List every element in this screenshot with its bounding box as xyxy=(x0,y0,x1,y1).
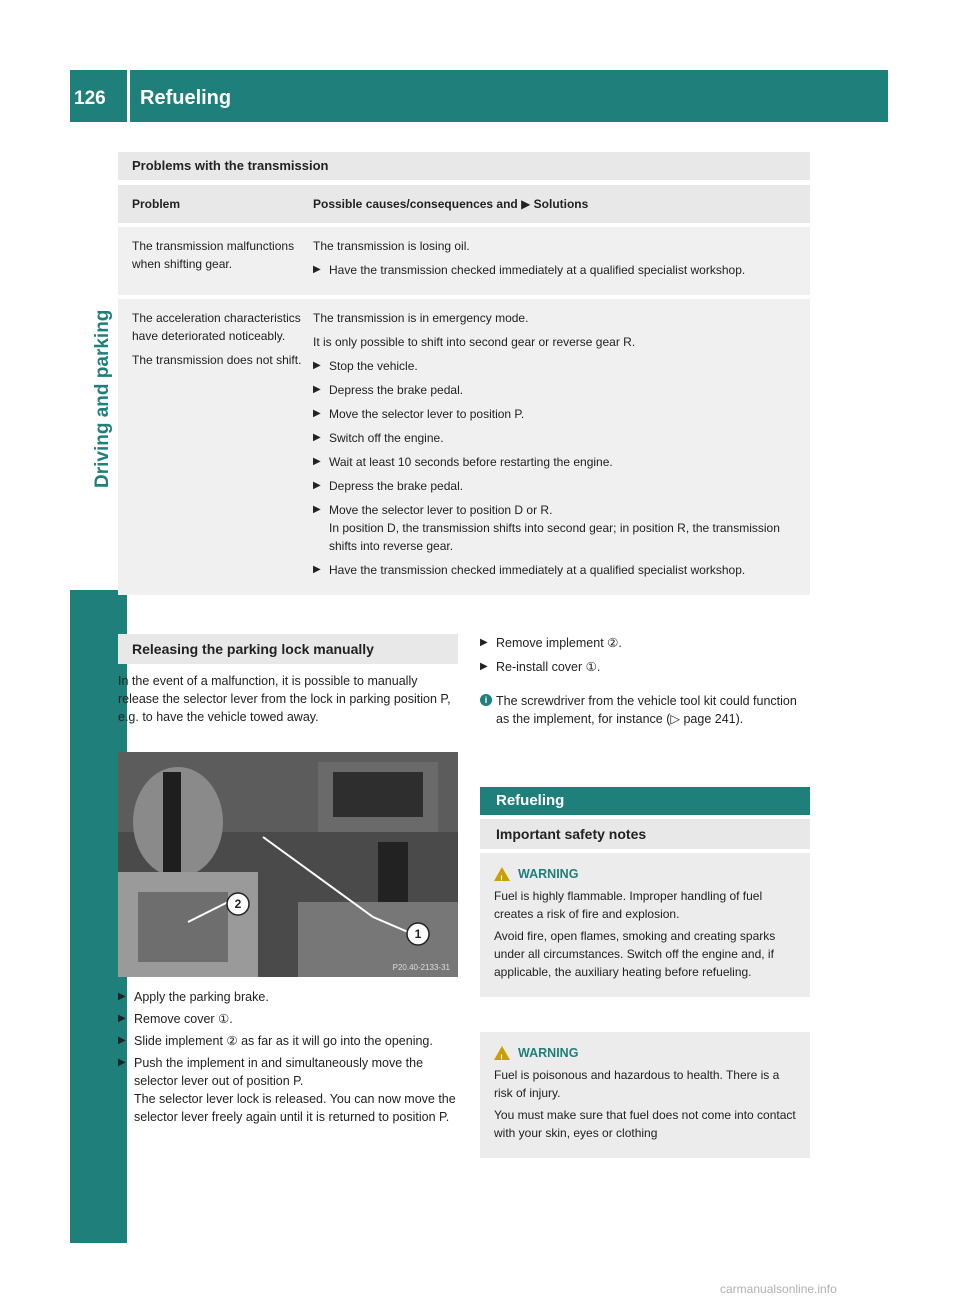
photo-illustration xyxy=(118,752,458,977)
callout-1: 1 xyxy=(414,927,422,941)
solution-step: ▶ Depress the brake pedal. xyxy=(313,381,810,399)
page-title: Refueling xyxy=(140,87,232,109)
warning-box xyxy=(480,1032,810,1158)
solution-step: ▶ Have the transmission checked immediately at a qualified specialist workshop. xyxy=(313,561,810,579)
sidebar-label: Driving and parking xyxy=(92,309,113,488)
info-note xyxy=(480,692,810,728)
step-item: ▶ Slide implement ② as far as it will go into the opening. xyxy=(118,1032,458,1050)
warning-icon: ! xyxy=(494,867,510,881)
warning-title: ! WARNING xyxy=(494,865,796,883)
solution-note: In position D, the transmission shifts into second gear; in position R, the transmission shifts into reverse gear. xyxy=(329,521,780,553)
solution-step: ▶ Have the transmission checked immediately at a qualified specialist workshop. xyxy=(313,261,810,279)
solution-step: ▶ Wait at least 10 seconds before restarting the engine. xyxy=(313,453,810,471)
cause-text: The transmission is losing oil. xyxy=(313,239,470,253)
footer-site: carmanualsonline.info xyxy=(720,1282,837,1296)
table-row xyxy=(118,227,810,295)
info-icon: i xyxy=(480,694,492,706)
step-note: The selector lever lock is released. You can now move the selector lever freely again until it is returned to position P. xyxy=(134,1092,456,1124)
column-header-causes: Possible causes/consequences and ▶ Solutions xyxy=(313,197,589,211)
solution-step: ▶ Stop the vehicle. xyxy=(313,357,810,375)
warning-text: Fuel is poisonous and hazardous to health. There is a risk of injury. xyxy=(494,1068,780,1100)
photo-code: P20.40-2133-31 xyxy=(392,963,450,972)
warning-title: ! WARNING xyxy=(494,1044,796,1062)
page-number: 126 xyxy=(74,88,106,109)
warning-icon: ! xyxy=(494,1046,510,1060)
parking-lock-steps xyxy=(118,988,458,1130)
parking-lock-intro: In the event of a malfunction, it is possible to manually release the selector lever from the lock in parking position P, e.g. to have the vehicle towed away. xyxy=(118,674,451,724)
warning-text: Fuel is highly flammable. Improper handling of fuel creates a risk of fire and explosion. xyxy=(494,889,763,921)
table-row xyxy=(118,299,810,595)
solution-step: ▶ Move the selector lever to position D or R. xyxy=(313,501,810,519)
selector-lever-photo xyxy=(118,752,458,977)
header-separator xyxy=(127,70,130,122)
step-item: ▶ Remove implement ②. xyxy=(480,634,810,652)
solution-step: ▶ Move the selector lever to position P. xyxy=(313,405,810,423)
subheading-safety-notes: Important safety notes xyxy=(480,819,810,849)
info-text: The screwdriver from the vehicle tool kit could function as the implement, for instance (▷ page 241). xyxy=(496,694,797,726)
section-heading-parking-lock: Releasing the parking lock manually xyxy=(118,634,458,664)
column-header-problem: Problem xyxy=(132,197,181,211)
warning-text: You must make sure that fuel does not come into contact with your skin, eyes or clothing xyxy=(494,1108,796,1140)
table-title: Problems with the transmission xyxy=(118,152,810,180)
step-item: ▶ Remove cover ①. xyxy=(118,1010,458,1028)
solution-step: ▶ Depress the brake pedal. xyxy=(313,477,810,495)
cause-text: The transmission is in emergency mode. xyxy=(313,311,529,325)
parking-lock-steps-continued xyxy=(480,634,810,682)
cause-text: It is only possible to shift into second gear or reverse gear R. xyxy=(313,335,636,349)
problem-text: The acceleration characteristics have deteriorated noticeably. xyxy=(132,311,301,343)
callout-2: 2 xyxy=(234,897,242,911)
solution-step: ▶ Switch off the engine. xyxy=(313,429,810,447)
problem-text: The transmission malfunctions when shifting gear. xyxy=(132,239,295,271)
problem-text: The transmission does not shift. xyxy=(132,353,302,367)
step-item: ▶ Apply the parking brake. xyxy=(118,988,458,1006)
warning-box xyxy=(480,853,810,997)
step-item: ▶ Re-install cover ①. xyxy=(480,658,810,676)
step-item: ▶ Push the implement in and simultaneously move the selector lever out of position P. xyxy=(118,1054,458,1090)
table-header xyxy=(118,185,810,223)
section-heading-refueling: Refueling xyxy=(480,787,810,815)
transmission-table xyxy=(118,185,810,595)
warning-text: Avoid fire, open flames, smoking and creating sparks under all circumstances. Switch off the engine and, if applicable, the auxiliary heating before refueling. xyxy=(494,929,776,979)
